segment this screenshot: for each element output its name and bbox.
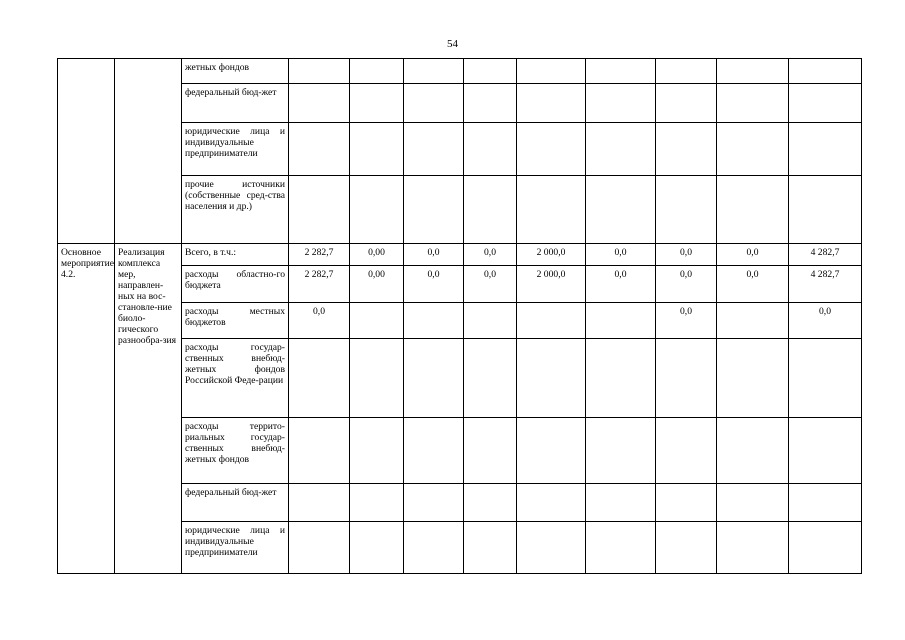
value-cell [656,59,717,84]
value-cell: 0,0 [717,244,789,266]
value-cell: 0,0 [404,244,464,266]
value-cell [350,176,404,244]
value-cell [350,484,404,522]
value-cell [464,59,517,84]
value-cell [464,303,517,339]
funding-source-cell: расходы террито-риальных государ-ственных внебюд-жетных фондов [182,418,289,484]
value-cell: 4 282,7 [789,266,862,303]
value-cell [717,123,789,176]
value-cell: 2 000,0 [517,244,586,266]
value-cell [717,418,789,484]
value-cell [789,484,862,522]
value-cell [586,59,656,84]
funding-source-cell: расходы областно-го бюджета [182,266,289,303]
value-cell [289,123,350,176]
value-cell [656,123,717,176]
value-cell [586,522,656,574]
value-cell [586,123,656,176]
value-cell [789,59,862,84]
value-cell [789,522,862,574]
value-cell [517,59,586,84]
funding-source-cell: прочие источники (собственные сред-ства населения и др.) [182,176,289,244]
funding-source-cell: расходы местных бюджетов [182,303,289,339]
value-cell [350,59,404,84]
value-cell [517,339,586,418]
value-cell [517,484,586,522]
funding-source-cell: юридические лица и индивидуальные предприниматели [182,522,289,574]
value-cell [717,303,789,339]
value-cell [586,84,656,123]
funding-source-cell: юридические лица и индивидуальные предприниматели [182,123,289,176]
value-cell: 4 282,7 [789,244,862,266]
value-cell: 0,00 [350,266,404,303]
value-cell [586,339,656,418]
value-cell: 0,0 [656,266,717,303]
value-cell [717,484,789,522]
value-cell [350,522,404,574]
value-cell [656,339,717,418]
value-cell [517,84,586,123]
value-cell [404,339,464,418]
value-cell [464,123,517,176]
value-cell [517,176,586,244]
budget-table-body [58,59,862,574]
value-cell [350,123,404,176]
table-row [58,244,862,266]
value-cell: 0,0 [464,266,517,303]
value-cell: 0,0 [656,303,717,339]
value-cell [404,522,464,574]
funding-source-cell: Всего, в т.ч.: [182,244,289,266]
value-cell: 0,0 [404,266,464,303]
value-cell [517,418,586,484]
value-cell [789,84,862,123]
value-cell [289,484,350,522]
value-cell: 0,00 [350,244,404,266]
value-cell [404,59,464,84]
value-cell [289,84,350,123]
value-cell: 0,0 [656,244,717,266]
prev-measure-title-cell [115,59,182,244]
value-cell [404,484,464,522]
value-cell [717,84,789,123]
budget-table [57,58,862,574]
value-cell [717,522,789,574]
measure-label-cell: Основное мероприятие 4.2. [58,244,115,574]
value-cell [404,176,464,244]
value-cell [789,176,862,244]
value-cell [656,484,717,522]
value-cell [464,484,517,522]
value-cell [656,84,717,123]
value-cell [517,522,586,574]
value-cell: 0,0 [464,244,517,266]
funding-source-cell: федеральный бюд-жет [182,484,289,522]
prev-measure-label-cell [58,59,115,244]
table-row [58,59,862,84]
value-cell [717,59,789,84]
value-cell [289,59,350,84]
value-cell: 2 282,7 [289,266,350,303]
value-cell [789,418,862,484]
funding-source-cell: жетных фондов [182,59,289,84]
value-cell [717,339,789,418]
measure-title-cell: Реализация комплекса мер, направлен-ных на вос-становле-ние биоло-гического разнообра-зия [115,244,182,574]
value-cell [586,418,656,484]
value-cell [464,176,517,244]
value-cell: 0,0 [586,266,656,303]
funding-source-cell: федеральный бюд-жет [182,84,289,123]
value-cell: 0,0 [289,303,350,339]
value-cell [464,84,517,123]
value-cell [350,418,404,484]
value-cell [586,176,656,244]
value-cell [656,418,717,484]
value-cell: 2 000,0 [517,266,586,303]
page-number: 54 [447,38,458,50]
value-cell [289,176,350,244]
value-cell [350,339,404,418]
value-cell [404,123,464,176]
value-cell: 0,0 [789,303,862,339]
value-cell [656,522,717,574]
value-cell: 2 282,7 [289,244,350,266]
value-cell: 0,0 [717,266,789,303]
value-cell [656,176,717,244]
value-cell [586,484,656,522]
value-cell [464,522,517,574]
funding-source-cell: расходы государ-ственных внебюд-жетных фондов Российской Феде-рации [182,339,289,418]
value-cell [789,339,862,418]
value-cell [517,303,586,339]
value-cell [289,522,350,574]
value-cell [517,123,586,176]
value-cell [350,84,404,123]
value-cell [464,339,517,418]
value-cell [717,176,789,244]
value-cell [464,418,517,484]
value-cell [404,418,464,484]
value-cell [404,303,464,339]
value-cell [586,303,656,339]
value-cell [289,339,350,418]
value-cell [350,303,404,339]
value-cell [404,84,464,123]
value-cell [289,418,350,484]
value-cell: 0,0 [586,244,656,266]
value-cell [789,123,862,176]
